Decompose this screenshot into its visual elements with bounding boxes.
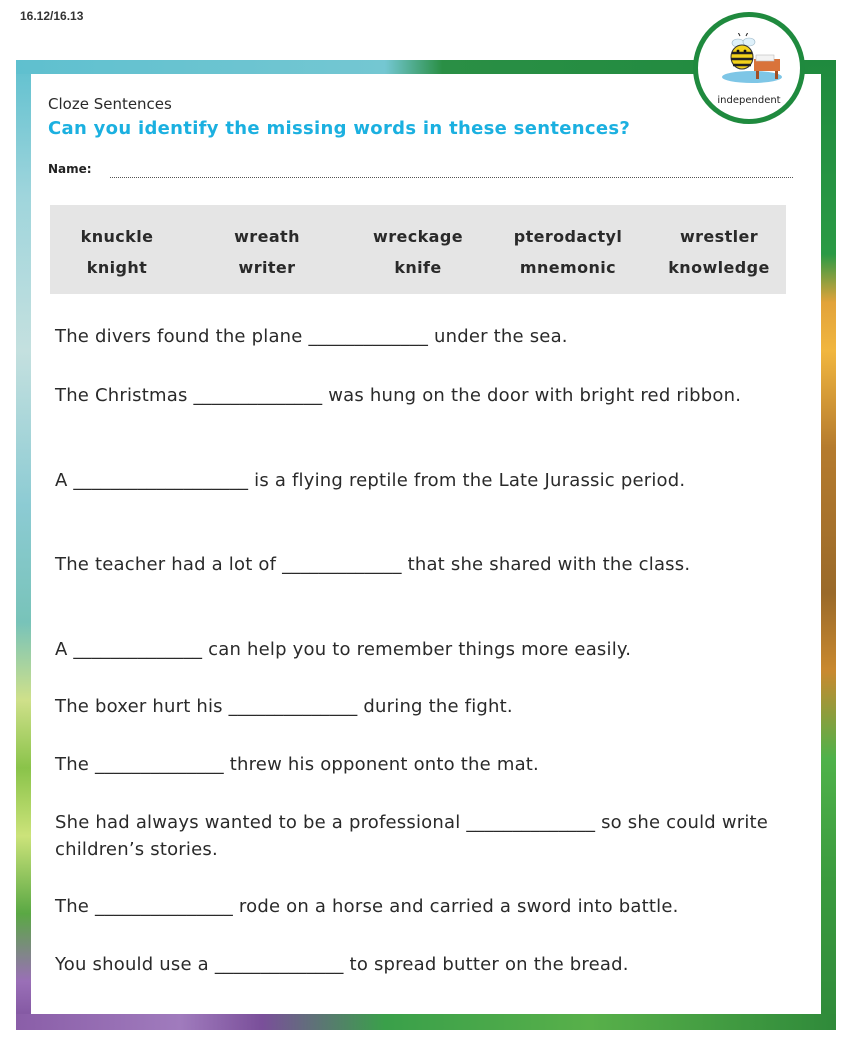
word-bank-column — [42, 221, 192, 283]
worksheet-heading: Can you identify the missing words in these sentences? — [48, 118, 631, 139]
word-bank-word: knowledge — [668, 258, 770, 277]
word-bank-word: wrestler — [679, 227, 759, 246]
cloze-sentence: The _______________ rode on a horse and carried a sword into battle. — [55, 896, 679, 917]
word-bank-column — [343, 221, 493, 283]
word-bank-column — [493, 221, 643, 283]
cloze-sentence: She had always wanted to be a professional ______________ so she could write children’s stories. — [55, 812, 769, 860]
cloze-sentence: The divers found the plane _____________ under the sea. — [55, 326, 568, 347]
date-code: 16.12/16.13 — [20, 9, 84, 23]
cloze-sentence: A ___________________ is a flying reptile from the Late Jurassic period. — [55, 470, 686, 491]
word-bank — [50, 205, 786, 294]
name-label: Name: — [48, 162, 92, 176]
word-bank-word: wreath — [234, 227, 300, 246]
cloze-sentence: You should use a ______________ to spread butter on the bread. — [55, 954, 629, 975]
word-bank-word: knight — [86, 258, 148, 277]
word-bank-word: mnemonic — [519, 258, 617, 277]
worksheet-kicker: Cloze Sentences — [48, 95, 172, 113]
word-bank-word: pterodactyl — [513, 227, 623, 246]
independent-badge — [693, 12, 805, 124]
word-bank-word: knuckle — [80, 227, 154, 246]
bee-at-desk-icon — [716, 33, 786, 85]
word-bank-column — [192, 221, 342, 283]
cloze-sentence: The ______________ threw his opponent onto the mat. — [55, 754, 539, 775]
cloze-sentence: The boxer hurt his ______________ during the fight. — [55, 696, 513, 717]
word-bank-word: writer — [238, 258, 296, 277]
name-row — [48, 162, 793, 180]
name-field[interactable] — [110, 177, 793, 178]
word-bank-column — [644, 221, 794, 283]
cloze-sentence: The Christmas ______________ was hung on the door with bright red ribbon. — [55, 385, 742, 406]
badge-label: independent — [717, 95, 781, 106]
frame-bottom-edge — [16, 1014, 836, 1030]
cloze-sentence: A ______________ can help you to remember things more easily. — [55, 639, 632, 660]
word-bank-word: knife — [394, 258, 442, 277]
word-bank-word: wreckage — [373, 227, 463, 246]
cloze-sentence: The teacher had a lot of _____________ that she shared with the class. — [55, 554, 691, 575]
